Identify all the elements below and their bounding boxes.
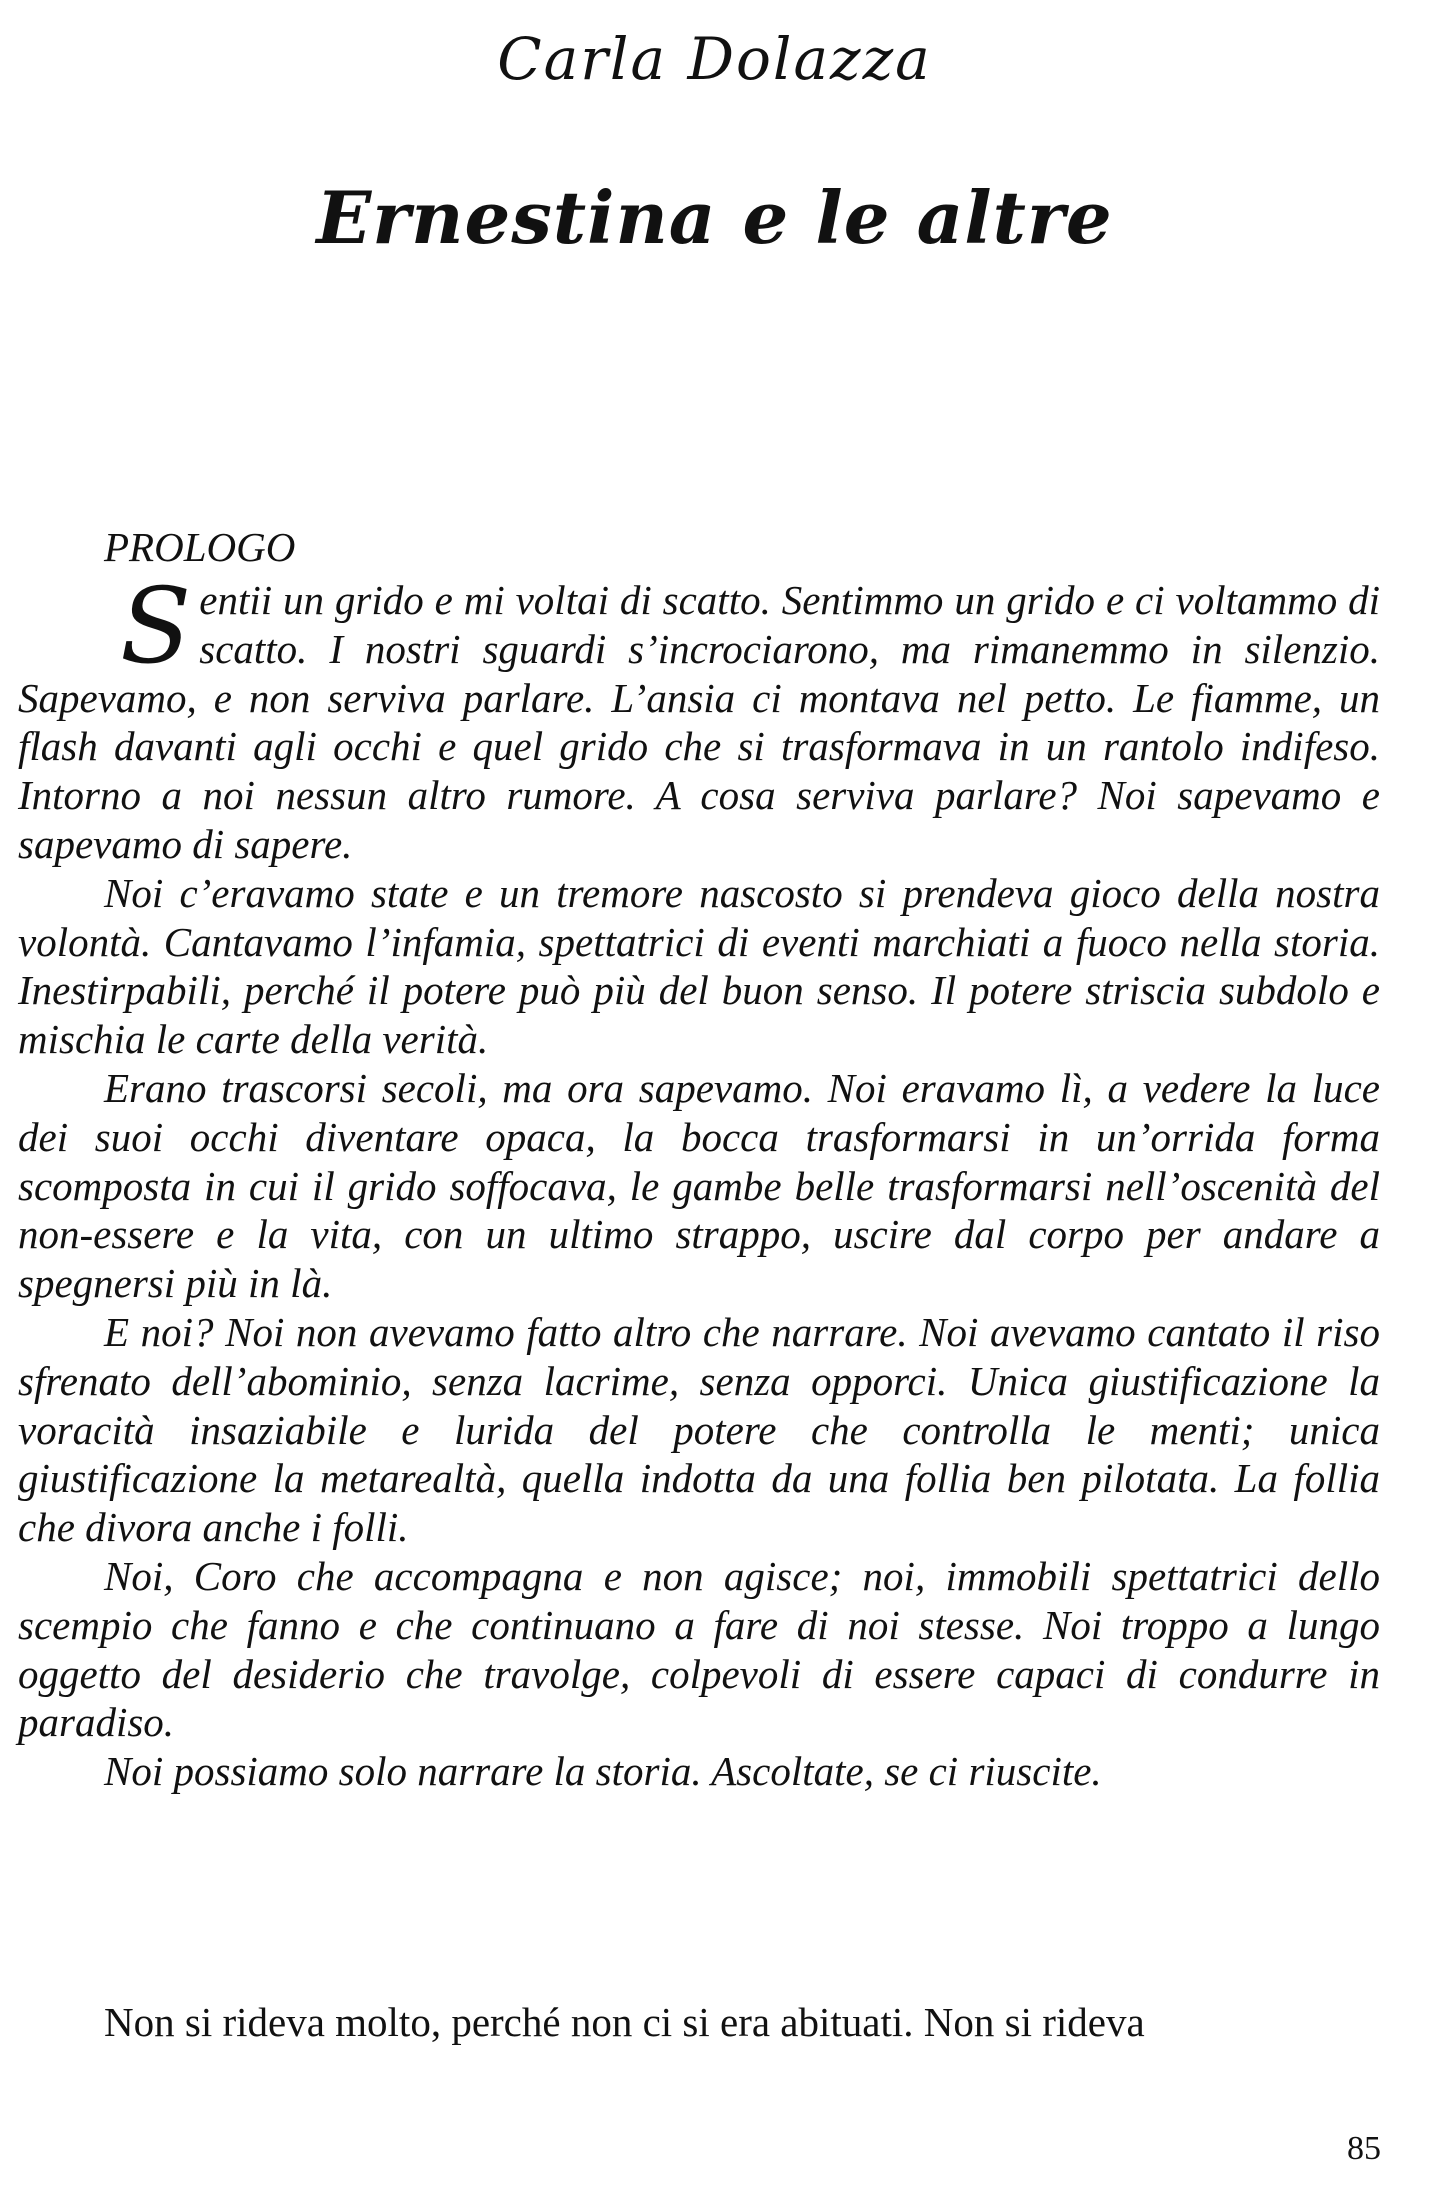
author-name: Carla Dolazza (497, 25, 932, 93)
prologue-paragraph: Noi, Coro che accompagna e non agisce; noi, immobili spettatrici dello scempio che fanno e che continuano a fare di noi stesse. Noi troppo a lungo oggetto del desiderio che travolge, colpevoli di essere capaci di condurre in paradiso. (18, 1552, 1380, 1746)
prologue-paragraph: Noi c’eravamo state e un tremore nascosto si prendeva gioco della nostra volontà. Cantavamo l’infamia, spettatrici di eventi marchiati a fuoco nella storia. Inestirpabili, perché il potere può più del buon senso. Il potere striscia subdolo e mischia le carte della verità. (18, 869, 1380, 1063)
paragraph-text: entii un grido e mi voltai di scatto. Sentimmo un grido e ci voltammo di scatto. I nostri sguardi s’incrociarono, ma rimanemmo in silenzio. Sapevamo, e non serviva parlare. L’ansia ci montava nel petto. Le fiamme, un flash davanti agli occhi e quel grido che si trasformava in un rantolo indifeso. Intorno a noi nessun altro rumore. A cosa serviva parlare? Noi sapevamo e sapevamo di sapere. (18, 577, 1380, 867)
body-paragraph: Non si rideva molto, perché non ci si era abituati. Non si rideva (104, 1999, 1145, 2045)
page-number: 85 (1347, 2130, 1381, 2167)
prologue-paragraph: Noi possiamo solo narrare la storia. Ascoltate, se ci riuscite. (104, 1748, 1102, 1795)
drop-cap: S (120, 565, 192, 687)
prologue-paragraph: E noi? Noi non avevamo fatto altro che narrare. Noi avevamo cantato il riso sfrenato dell’abominio, senza lacrime, senza opporci. Unica giustificazione la voracità insaziabile e lurida del potere che controlla le menti; unica giustificazione la metarealtà, quella indotta da una follia ben pilotata. La follia che divora anche i folli. (18, 1308, 1380, 1551)
prologue-section (18, 518, 1380, 1796)
prologue-paragraph (18, 565, 1380, 869)
prologue-paragraph: Erano trascorsi secoli, ma ora sapevamo. Noi eravamo lì, a vedere la luce dei suoi occhi diventare opaca, la bocca trasformarsi in un’orrida forma scomposta in cui il grido soffocava, le gambe belle trasformarsi nell’oscenità del non-essere e la vita, con un ultimo strappo, uscire dal corpo per andare a spegnersi più in là. (18, 1064, 1380, 1307)
prologue-heading: PROLOGO (104, 524, 296, 570)
chapter-title: Ernestina e le altre (316, 175, 1113, 260)
